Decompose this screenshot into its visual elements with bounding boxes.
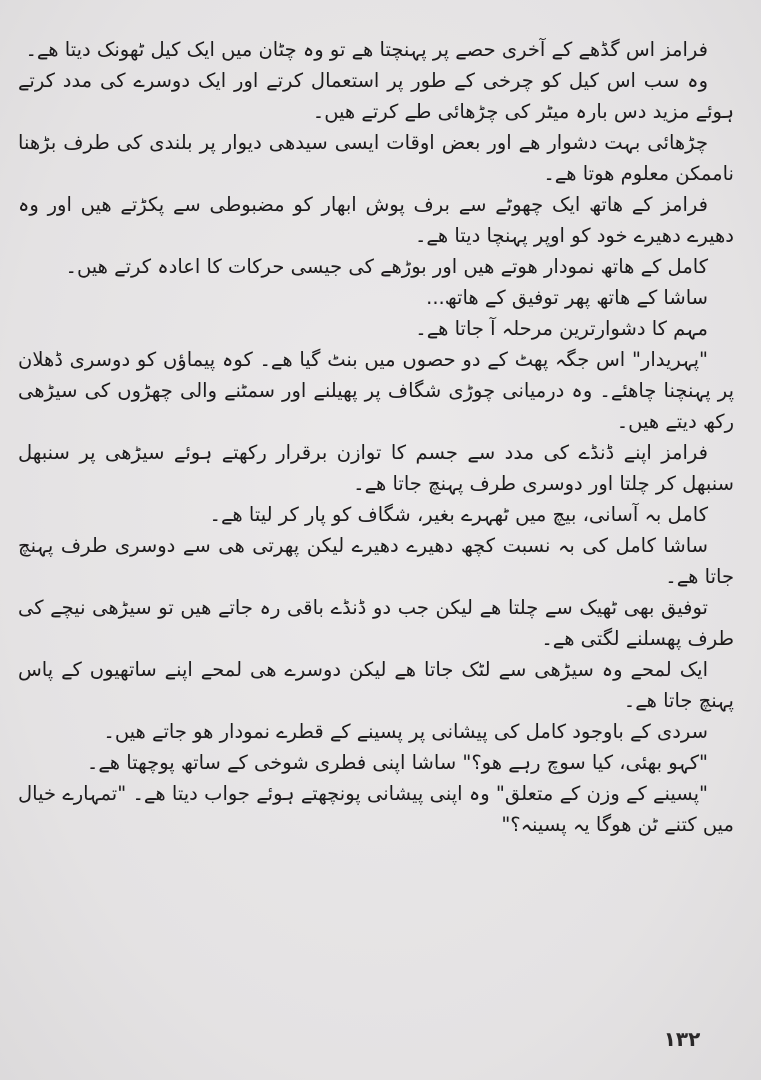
- paragraph: توفیق بھی ٹھیک سے چلتا ھے لیکن جب دو ڈنڈے باقی رہ جاتے ھیں تو سیڑھی نیچے کی طرف پھسلنے لگتی ھے۔: [18, 596, 734, 650]
- paragraph: ساشا کامل کی بہ نسبت کچھ دھیرے دھیرے لیکن پھرتی ھی سے دوسری طرف پہنچ جاتا ھے۔: [18, 534, 734, 588]
- paragraph: چڑھائی بہت دشوار ھے اور بعض اوقات ایسی سیدھی دیوار پر بلندی کی طرف بڑھنا ناممکن معلوم ھوتا ھے۔: [18, 131, 734, 185]
- paragraph: سردی کے باوجود کامل کی پیشانی پر پسینے کے قطرے نمودار ھو جاتے ھیں۔: [103, 720, 708, 743]
- paragraph: فرامز اس گڈھے کے آخری حصے پر پہنچتا ھے تو وہ چٹان میں ایک کیل ٹھونک دیتا ھے۔: [25, 38, 708, 61]
- paragraph: "پہریدار" اس جگہ پھٹ کے دو حصوں میں بنٹ گیا ھے۔ کوہ پیماؤں کو دوسری ڈھلان پر پہنچنا چاھئے۔ وہ درمیانی چوڑی شگاف پر پھیلنے اور سمٹنے والی چھڑوں کی سیڑھی رکھ دیتے ھیں۔: [18, 348, 734, 433]
- paragraph: فرامز کے ھاتھ ایک چھوٹے سے برف پوش ابھار کو مضبوطی سے پکڑتے ھیں اور وہ دھیرے دھیرے خود کو اوپر پہنچا دیتا ھے۔: [18, 193, 734, 247]
- paragraph: کامل بہ آسانی، بیچ میں ٹھہرے بغیر، شگاف کو پار کر لیتا ھے۔: [209, 503, 708, 526]
- paragraph: کامل کے ھاتھ نمودار ھوتے ھیں اور بوڑھے کی جیسی حرکات کا اعادہ کرتے ھیں۔: [65, 255, 708, 278]
- paragraph: وہ سب اس کیل کو چرخی کے طور پر استعمال کرتے اور ایک دوسرے کی مدد کرتے ہوئے مزید دس بارہ میٹر کی چڑھائی طے کرتے ھیں۔: [18, 69, 734, 123]
- paragraph: مہم کا دشوارترین مرحلہ آ جاتا ھے۔: [415, 317, 708, 340]
- page-number: ۱۳۲: [663, 1027, 701, 1051]
- paragraph: فرامز اپنے ڈنڈے کی مدد سے جسم کا توازن برقرار رکھتے ہوئے سیڑھی پر سنبھل سنبھل کر چلتا اور دوسری طرف پہنچ جاتا ھے۔: [18, 441, 734, 495]
- page-text: [18, 34, 734, 840]
- paragraph: "پسینے کے وزن کے متعلق" وہ اپنی پیشانی پونچھتے ہوئے جواب دیتا ھے۔ "تمہارے خیال میں کتنے ٹن ھوگا یہ پسینہ؟": [18, 782, 734, 836]
- paragraph: "کہو بھئی، کیا سوچ رہے ھو؟" ساشا اپنی فطری شوخی کے ساتھ پوچھتا ھے۔: [86, 751, 708, 774]
- paragraph: ساشا کے ھاتھ پھر توفیق کے ھاتھ...: [426, 286, 708, 309]
- paragraph: ایک لمحے وہ سیڑھی سے لٹک جاتا ھے لیکن دوسرے ھی لمحے اپنے ساتھیوں کے پاس پہنچ جاتا ھے۔: [18, 658, 734, 712]
